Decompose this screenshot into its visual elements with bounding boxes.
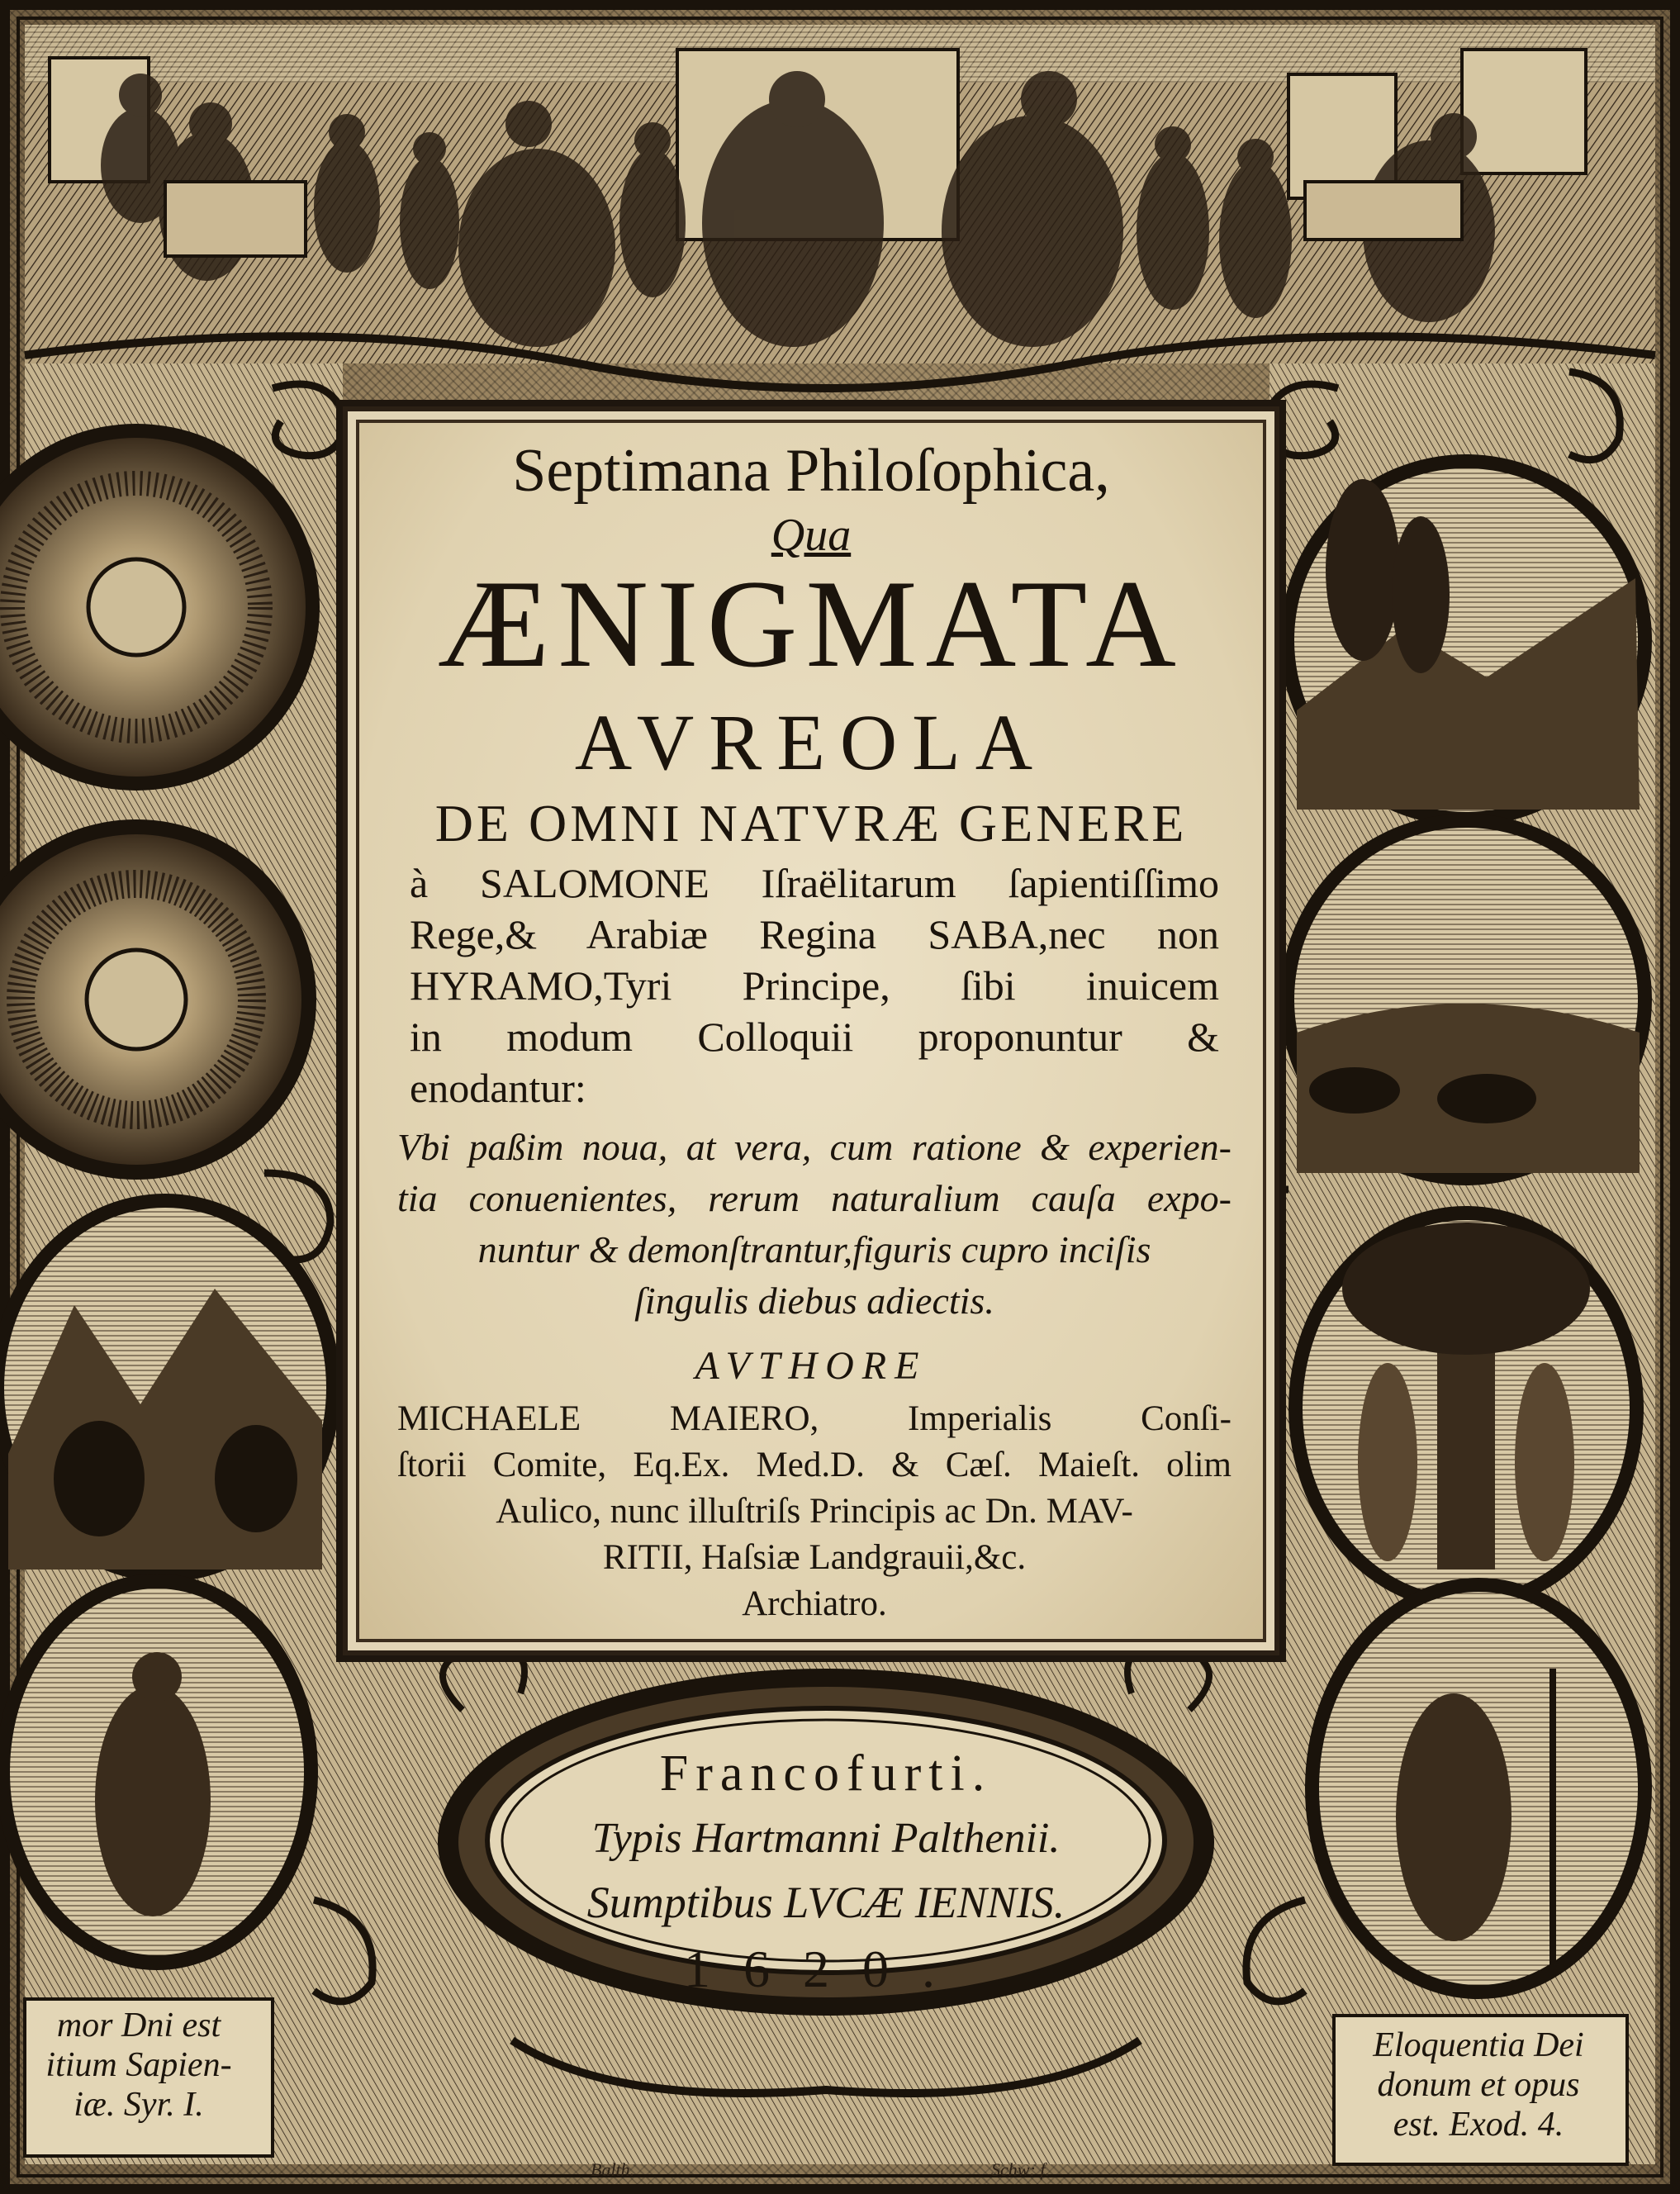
description-line: à SALOMONE Iſraëlitarum ſapientiſſimo xyxy=(410,860,1219,906)
italic-line: ſingulis diebus adiectis. xyxy=(634,1280,994,1322)
mercury-figure-medallion-right xyxy=(1305,1578,1652,1999)
landscape-trees-medallion xyxy=(1280,454,1652,826)
description-line: in modum Colloquii proponuntur & xyxy=(410,1014,1219,1060)
court-scene-engraving xyxy=(25,25,1655,388)
title-line-qua: Qua xyxy=(771,510,852,561)
motto-line: est. Exod. 4. xyxy=(1393,2106,1564,2144)
engraver-signature-left: Balth. xyxy=(591,2159,635,2180)
imprint xyxy=(512,1739,1140,2003)
birds-animals-medallion xyxy=(1280,814,1652,1185)
imprint-year: 1620. xyxy=(684,1940,968,1998)
imprint-place: Francofurti. xyxy=(659,1745,993,1802)
italic-description-block xyxy=(397,1122,1232,1327)
title-panel xyxy=(343,406,1279,1655)
author-line: RITII, Haſsiæ Landgrauii,&c. xyxy=(602,1538,1027,1577)
author-line: MICHAELE MAIERO, Imperialis Conſi- xyxy=(397,1399,1232,1438)
subtitle-de-omni: DE OMNI NATVRÆ GENERE xyxy=(434,794,1188,852)
motto-left xyxy=(7,2006,271,2125)
mountain-cave-medallion xyxy=(0,1194,340,1582)
italic-line: nuntur & demonſtrantur,figuris cupro inciſis xyxy=(477,1228,1151,1270)
motto-line: donum et opus xyxy=(1377,2066,1580,2104)
motto-line: iæ. Syr. I. xyxy=(74,2086,204,2124)
motto-line: itium Sapien- xyxy=(45,2046,232,2084)
motto-line: mor Dni est xyxy=(56,2006,221,2044)
author-block xyxy=(397,1396,1232,1627)
author-heading: AVTHORE xyxy=(695,1344,928,1388)
virtue-figure-medallion-left xyxy=(0,1574,318,1970)
description-block xyxy=(410,857,1219,1114)
motto-right xyxy=(1338,2025,1619,2144)
italic-line: tia conuenientes, rerum naturalium cauſa expo- xyxy=(397,1177,1232,1219)
engraver-signature-right: Schw: f. xyxy=(991,2159,1050,2180)
description-line: HYRAMO,Tyri Principe, ſibi inuicem xyxy=(410,962,1219,1009)
description-line: enodantur: xyxy=(410,1065,586,1111)
title-line-septimana: Septimana Philoſophica, xyxy=(512,437,1110,505)
adam-eve-medallion xyxy=(1288,1206,1644,1611)
main-title: ÆNIGMATA xyxy=(438,554,1184,693)
imprint-publisher: Sumptibus LVCÆ IENNIS. xyxy=(586,1878,1065,1927)
author-line: Aulico, nunc illuſtriſs Principis ac Dn. MAV- xyxy=(496,1492,1133,1531)
description-line: Rege,& Arabiæ Regina SABA,nec non xyxy=(410,911,1219,957)
motto-line: Eloquentia Dei xyxy=(1373,2026,1584,2064)
italic-line: Vbi paßim noua, at vera, cum ratione & experien- xyxy=(397,1126,1232,1168)
author-line: Archiatro. xyxy=(742,1584,887,1623)
subtitle-aureola: AVREOLA xyxy=(574,698,1048,786)
imprint-printer: Typis Hartmanni Palthenii. xyxy=(591,1815,1061,1862)
author-line: ſtorii Comite, Eq.Ex. Med.D. & Cæſ. Maieſt. olim xyxy=(397,1446,1232,1484)
